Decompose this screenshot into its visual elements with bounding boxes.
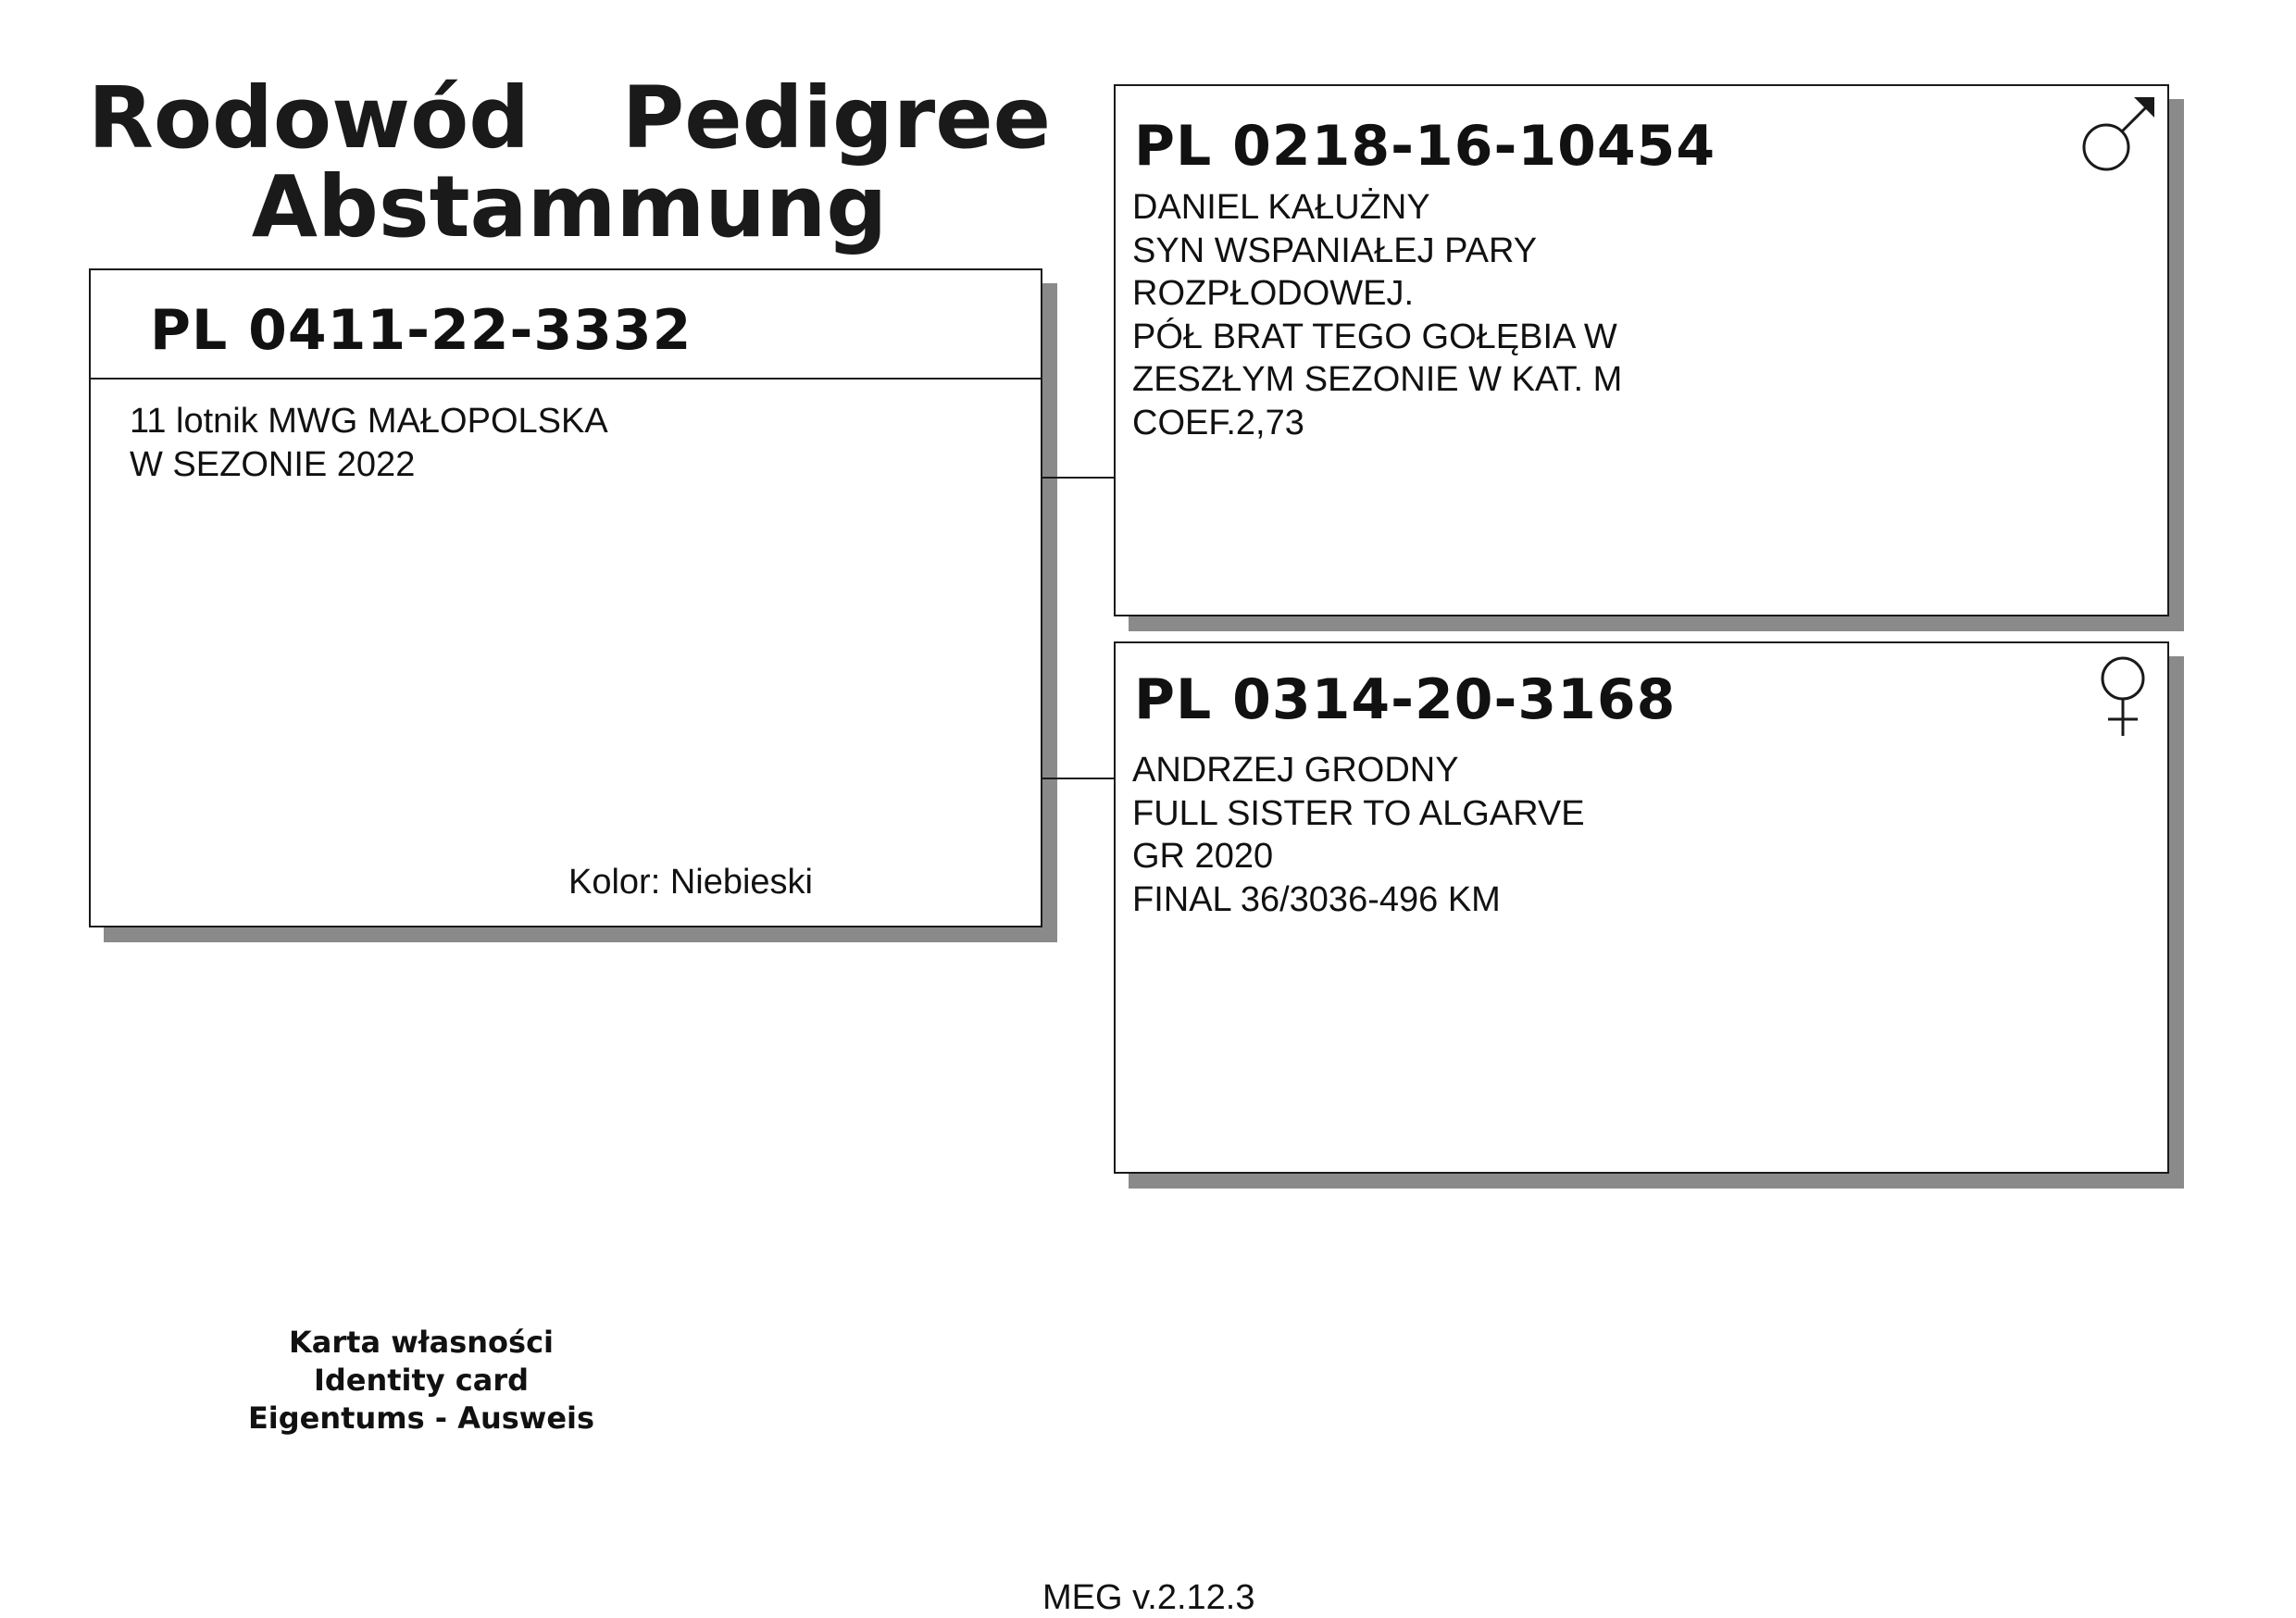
identity-card-line-en: Identity card — [313, 1363, 530, 1398]
subject-color: Kolor: Niebieski — [568, 863, 813, 902]
sire-note-line: DANIEL KAŁUŻNY — [1132, 188, 1430, 227]
connector-to-sire — [1042, 477, 1115, 479]
connector-to-dam — [1042, 778, 1115, 779]
subject-note-line: 11 lotnik MWG MAŁOPOLSKA — [130, 402, 608, 441]
page-title — [88, 68, 1051, 168]
sire-note-line: SYN WSPANIAŁEJ PARY — [1132, 230, 1538, 270]
subject-ring-number: PL 0411-22-3332 — [150, 298, 693, 363]
software-version: MEG v.2.12.3 — [1042, 1578, 1255, 1617]
dam-notes — [1132, 749, 1585, 921]
identity-card-caption — [185, 1324, 657, 1438]
dam-note-line: FULL SISTER TO ALGARVE — [1132, 793, 1585, 833]
sire-card — [1114, 84, 2169, 616]
sire-note-line: ZESZŁYM SEZONIE W KAT. M — [1132, 360, 1623, 399]
female-symbol-icon — [2078, 647, 2162, 740]
page-subtitle — [88, 157, 1051, 256]
dam-note-line: FINAL 36/3036-496 KM — [1132, 879, 1501, 919]
dam-note-line: GR 2020 — [1132, 837, 1274, 876]
subject-note-line: W SEZONIE 2022 — [130, 444, 416, 484]
dam-ring-number: PL 0314-20-3168 — [1134, 667, 1677, 732]
sire-note-line: ROZPŁODOWEJ. — [1132, 274, 1415, 313]
identity-card-line-pl: Karta własności — [288, 1325, 555, 1360]
subject-pigeon-card — [89, 268, 1042, 927]
sire-ring-number: PL 0218-16-10454 — [1134, 114, 1716, 179]
title-word-abstammung: Abstammung — [251, 157, 888, 256]
male-symbol-icon — [2078, 90, 2162, 182]
dam-note-line: ANDRZEJ GRODNY — [1132, 751, 1459, 790]
subject-notes — [130, 400, 608, 486]
title-word-pedigree: Pedigree — [621, 68, 1051, 168]
dam-card — [1114, 641, 2169, 1174]
title-word-rodowod: Rodowód — [88, 68, 530, 168]
sire-notes — [1132, 186, 1622, 444]
identity-card-line-de: Eigentums - Ausweis — [247, 1400, 595, 1436]
subject-ring-header — [91, 270, 1041, 380]
sire-note-line: PÓŁ BRAT TEGO GOŁĘBIA W — [1132, 317, 1617, 356]
sire-note-line: COEF.2,73 — [1132, 403, 1304, 442]
